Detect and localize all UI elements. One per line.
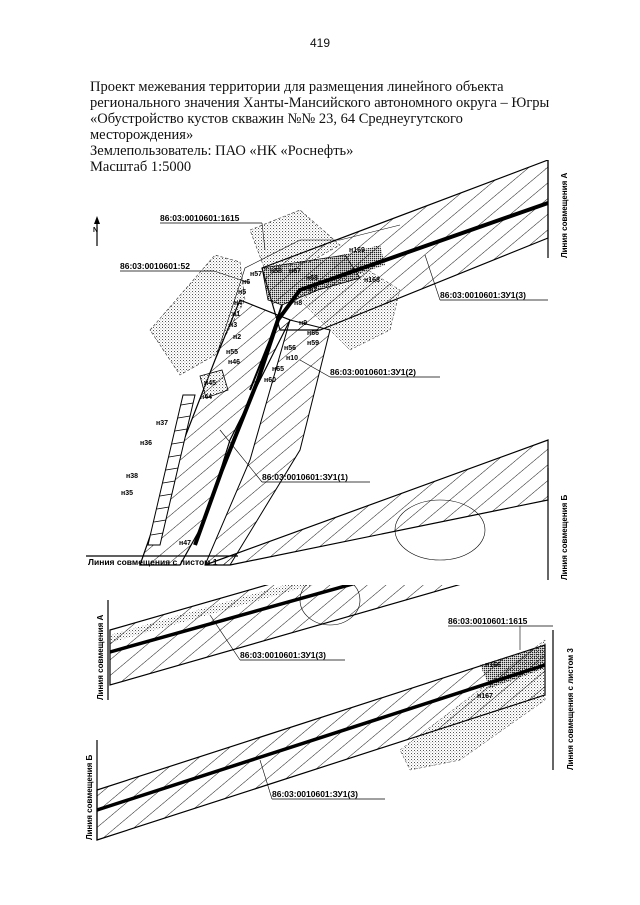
label-line-b-left: Линия совмещения Б: [85, 754, 94, 840]
label-line-a-left: Линия совмещения А: [96, 614, 105, 700]
header-line-6: Масштаб 1:5000: [90, 159, 192, 175]
label-line-sheet1: Линия совмещения с листом 1: [88, 557, 218, 567]
point-n46: н46: [228, 359, 241, 366]
label-line-b-right: Линия совмещения Б: [560, 494, 569, 580]
point-n2: н2: [233, 334, 242, 341]
label-zu1-3-top: 86:03:0010601:ЗУ1(3): [440, 290, 526, 300]
point-n67: н67: [289, 268, 302, 275]
point-n4: н4: [234, 300, 243, 307]
point-n7: н7: [309, 287, 318, 294]
page-number: 419: [309, 36, 331, 50]
point-n166: н166: [485, 662, 501, 669]
point-n6: н6: [242, 279, 251, 286]
point-n37: н37: [156, 420, 169, 427]
point-n36: н36: [140, 440, 153, 447]
label-zu1-3-bottom: 86:03:0010601:ЗУ1(3): [272, 789, 358, 799]
header-line-3: «Обустройство кустов скважин №№ 23, 64 Среднеугутского: [90, 111, 463, 127]
point-n9: н9: [299, 320, 308, 327]
label-line-sheet3: Линия совмещения с листом 3: [566, 648, 575, 770]
point-n8: н8: [294, 300, 303, 307]
point-n58: н58: [270, 268, 283, 275]
point-n167: н167: [477, 693, 493, 700]
point-n60: н60: [264, 377, 277, 384]
north-arrow-letter: N: [93, 227, 99, 234]
point-n57: н57: [250, 271, 263, 278]
label-zu1-3-mid: 86:03:0010601:ЗУ1(3): [240, 650, 326, 660]
point-n1: н1: [232, 311, 241, 318]
point-n65: н65: [272, 366, 285, 373]
point-n56: н56: [284, 345, 297, 352]
point-n55: н55: [226, 349, 239, 356]
label-parcel-52: 86:03:0010601:52: [120, 261, 190, 271]
point-n5: н5: [238, 289, 247, 296]
label-zu1-1: 86:03:0010601:ЗУ1(1): [262, 472, 348, 482]
point-n47: н47: [179, 540, 192, 547]
header-line-2: регионального значения Ханты-Мансийского автономного округа – Югры: [90, 95, 550, 111]
point-n10: н10: [286, 355, 299, 362]
point-n45: н45: [204, 380, 217, 387]
point-n38: н38: [126, 473, 139, 480]
point-n3: н3: [229, 322, 238, 329]
point-n59: н59: [307, 340, 320, 347]
north-arrow: [93, 216, 100, 246]
header-line-5: Землепользователь: ПАО «НК «Роснефть»: [90, 143, 354, 159]
label-zu1-2: 86:03:0010601:ЗУ1(2): [330, 367, 416, 377]
header-line-1: Проект межевания территории для размещения линейного объекта: [90, 79, 504, 95]
point-n44: н44: [200, 394, 213, 401]
point-n168: н168: [364, 277, 380, 284]
point-n169: н169: [349, 247, 365, 254]
point-n35: н35: [121, 490, 134, 497]
point-n66: н66: [307, 330, 320, 337]
label-line-a-right: Линия совмещения А: [560, 172, 569, 258]
label-parcel-1615-bottom: 86:03:0010601:1615: [448, 616, 528, 626]
point-n68: н68: [306, 275, 319, 282]
label-parcel-1615-top: 86:03:0010601:1615: [160, 213, 240, 223]
header-line-4: месторождения»: [90, 127, 194, 143]
